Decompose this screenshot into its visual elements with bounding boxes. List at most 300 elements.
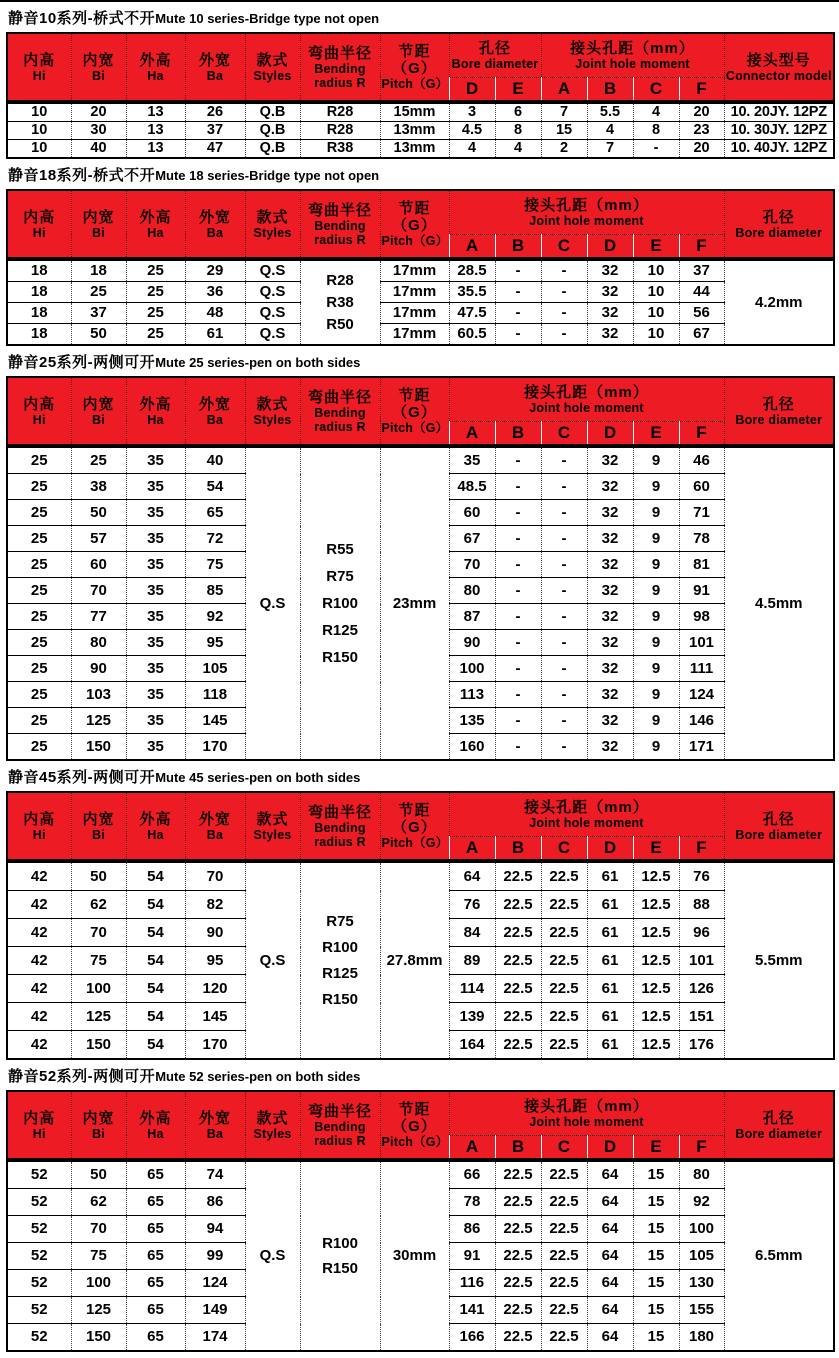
subcolumn-letter-f: F [679,77,724,102]
header-label-zh: 节距（G） [392,43,437,77]
cell-c: 22.5 [541,947,587,975]
cell-hi: 25 [7,552,71,578]
cell-hi: 52 [7,1243,71,1270]
cell-f: 91 [679,578,724,604]
subcolumn-letter-f: F [679,836,724,861]
cell-d: 64 [587,1189,633,1216]
cell-styles: Q.B [245,102,300,122]
cell-hi: 18 [7,324,71,346]
header-label-en: Bore diameter [735,225,823,240]
cell-ba: 99 [185,1243,245,1270]
cell-d: 61 [587,861,633,891]
cell-b: - [495,500,541,526]
cell-ha: 65 [126,1160,185,1189]
header-label-zh: 孔径 [762,395,795,413]
header-label-zh: 内宽 [82,208,115,226]
cell-d: 32 [587,282,633,303]
column-header-ha [126,33,185,102]
bending-radius-value: R75 [326,912,354,930]
cell-bi: 70 [71,1216,126,1243]
cell-ba: 170 [185,734,245,761]
subcolumn-letter-e: E [633,234,679,259]
spec-table [6,376,835,761]
cell-bi: 80 [71,630,126,656]
subcolumn-letter-e: E [633,421,679,446]
cell-c: - [541,552,587,578]
cell-f: 81 [679,552,724,578]
subcolumn-letter-b: B [495,836,541,861]
cell-ha: 35 [126,734,185,761]
subcolumn-letter-b: B [495,1135,541,1160]
cell-ba: 72 [185,526,245,552]
section-title-zh: 静音52系列-两侧可开 [8,1068,156,1085]
cell-bending-r [300,861,380,1059]
subcolumn-letter-b: B [495,421,541,446]
header-label-en: Ha [147,827,164,842]
spec-table [6,32,835,159]
header-label-zh: 外宽 [198,395,231,413]
cell-b: - [495,604,541,630]
cell-c: 22.5 [541,975,587,1003]
spec-table [6,189,835,346]
cell-ba: 145 [185,708,245,734]
cell-d: 32 [587,604,633,630]
cell-e: 9 [633,578,679,604]
cell-ba: 145 [185,1003,245,1031]
header-label-en: Styles [253,225,292,240]
cell-ha: 65 [126,1216,185,1243]
cell-bi: 100 [71,975,126,1003]
table-row [7,282,834,303]
cell-a: 86 [449,1216,495,1243]
cell-e: 10 [633,282,679,303]
cell-e: 15 [633,1189,679,1216]
cell-f: 78 [679,526,724,552]
column-header-styles [245,377,300,446]
series-section [6,761,834,1060]
cell-ba: 124 [185,1270,245,1297]
cell-c: - [541,259,587,282]
cell-connector-model: 10. 40JY. 12PZ [724,140,834,159]
cell-a: 87 [449,604,495,630]
subcolumn-letter-d: D [587,234,633,259]
cell-c: - [541,500,587,526]
cell-pitch: 27.8mm [380,861,449,1059]
cell-pitch: 17mm [380,324,449,346]
cell-e: 15 [633,1216,679,1243]
cell-ha: 65 [126,1324,185,1352]
cell-ba: 170 [185,1031,245,1060]
cell-bi: 125 [71,708,126,734]
cell-b: 22.5 [495,1160,541,1189]
cell-ba: 26 [185,102,245,122]
cell-e: 9 [633,604,679,630]
header-label-en: Hi [32,412,46,427]
cell-styles: Q.S [245,861,300,1059]
header-label-zh: 款式 [256,395,289,413]
column-header-hi [7,190,71,259]
cell-bi: 125 [71,1003,126,1031]
cell-e: 9 [633,552,679,578]
cell-e: 10 [633,259,679,282]
cell-ba: 90 [185,919,245,947]
cell-hi: 25 [7,630,71,656]
cell-ba: 92 [185,604,245,630]
header-label-en: Joint hole moment [575,56,690,71]
table-row [7,446,834,474]
cell-b: 22.5 [495,1297,541,1324]
cell-e: 12.5 [633,861,679,891]
cell-a: 28.5 [449,259,495,282]
cell-c: 22.5 [541,1189,587,1216]
header-label-en: Hi [32,68,46,83]
cell-bi: 30 [71,122,126,140]
cell-b: 22.5 [495,861,541,891]
cell-a: 141 [449,1297,495,1324]
subcolumn-letter-f: F [679,234,724,259]
header-label-en: Hi [32,225,46,240]
cell-b: 22.5 [495,1243,541,1270]
cell-f: 126 [679,975,724,1003]
cell-c: - [541,630,587,656]
cell-d: 32 [587,630,633,656]
cell-b: - [495,552,541,578]
cell-f: 71 [679,500,724,526]
cell-bi: 25 [71,446,126,474]
column-header-ba [185,377,245,446]
cell-f: 20 [679,102,724,122]
cell-b: 22.5 [495,1270,541,1297]
cell-b: - [495,630,541,656]
column-header-styles [245,792,300,861]
bending-radius-value: R150 [322,990,358,1008]
cell-ba: 82 [185,891,245,919]
header-label-en: Styles [253,68,292,83]
cell-d: 3 [449,102,495,122]
header-label-en: Joint hole moment [529,1114,644,1129]
column-header-styles [245,33,300,102]
header-label-zh: 接头型号 [746,51,811,69]
cell-f: 80 [679,1160,724,1189]
subcolumn-letter-d: D [587,836,633,861]
cell-a: 2 [541,140,587,159]
cell-d: 32 [587,526,633,552]
cell-c: - [541,708,587,734]
cell-a: 60 [449,500,495,526]
cell-bi: 20 [71,102,126,122]
cell-hi: 52 [7,1160,71,1189]
section-title-zh: 静音10系列-桥式不开 [8,10,156,27]
subcolumn-letter-e: E [633,836,679,861]
cell-hi: 25 [7,682,71,708]
column-header-pitch-g- [380,33,449,102]
cell-connector-model: 10. 30JY. 12PZ [724,122,834,140]
cell-d: 61 [587,891,633,919]
header-label-zh: 弯曲半径 [307,803,372,821]
cell-ha: 54 [126,891,185,919]
cell-b: 22.5 [495,1189,541,1216]
cell-d: 32 [587,578,633,604]
cell-bi: 150 [71,1324,126,1352]
cell-e: 15 [633,1270,679,1297]
column-header-bore-diameter [724,377,834,446]
header-label-en: Joint hole moment [529,213,644,228]
cell-c: 22.5 [541,891,587,919]
cell-pitch: 17mm [380,259,449,282]
section-title [6,2,834,32]
cell-d: 61 [587,1031,633,1060]
column-header-ba [185,33,245,102]
section-title-en: Mute 10 series-Bridge type not open [155,11,380,26]
header-label-en: Ba [206,68,224,83]
column-header-pitch-g- [380,1091,449,1160]
column-header-hi [7,377,71,446]
header-label-zh: 外高 [139,1109,172,1127]
cell-e: 9 [633,682,679,708]
cell-ha: 25 [126,282,185,303]
cell-b: - [495,282,541,303]
cell-pitch: 13mm [380,140,449,159]
spec-table [6,791,835,1060]
header-label-zh: 外高 [139,810,172,828]
cell-f: 76 [679,861,724,891]
cell-styles: Q.S [245,1160,300,1351]
subcolumn-letter-e: E [633,1135,679,1160]
cell-ba: 95 [185,947,245,975]
cell-ha: 13 [126,140,185,159]
header-label-en: Ha [147,225,164,240]
series-section [6,346,834,761]
cell-bi: 150 [71,1031,126,1060]
bending-radius-value: R50 [326,315,354,333]
header-label-zh: 外宽 [198,51,231,69]
header-label-en: Bending radius R [314,820,366,849]
cell-e: 9 [633,734,679,761]
cell-d: 32 [587,446,633,474]
cell-bi: 70 [71,919,126,947]
cell-hi: 42 [7,919,71,947]
cell-c: 22.5 [541,1216,587,1243]
cell-e: 15 [633,1324,679,1352]
subcolumn-letter-c: C [541,421,587,446]
cell-e: 12.5 [633,947,679,975]
cell-f: 124 [679,682,724,708]
table-row [7,122,834,140]
cell-e: 8 [495,122,541,140]
cell-bi: 50 [71,500,126,526]
table-row [7,259,834,282]
cell-a: 160 [449,734,495,761]
column-header-bi [71,792,126,861]
cell-c: 22.5 [541,919,587,947]
cell-bore-diameter: 4.5mm [724,446,834,760]
series-section [6,159,834,346]
cell-hi: 10 [7,140,71,159]
cell-a: 164 [449,1031,495,1060]
header-label-en: Bore diameter [735,412,823,427]
cell-bi: 90 [71,656,126,682]
cell-a: 90 [449,630,495,656]
cell-d: 32 [587,474,633,500]
cell-f: 20 [679,140,724,159]
cell-c: - [541,474,587,500]
cell-f: 96 [679,919,724,947]
bending-radius-value: R125 [322,964,358,982]
column-header-hi [7,792,71,861]
header-label-en: Pitch（G） [381,234,449,248]
group-header-joint-hole-moment [449,1091,724,1135]
header-label-zh: 内高 [23,51,56,69]
header-label-en: Joint hole moment [529,815,644,830]
bending-radius-value: R100 [322,938,358,956]
cell-hi: 25 [7,474,71,500]
header-label-zh: 节距（G） [392,200,437,234]
cell-ha: 25 [126,303,185,324]
cell-ha: 54 [126,947,185,975]
cell-ba: 86 [185,1189,245,1216]
cell-a: 15 [541,122,587,140]
header-label-en: Bending radius R [314,1119,366,1148]
header-label-en: Connector model [725,68,832,83]
section-title-zh: 静音18系列-桥式不开 [8,167,156,184]
header-label-zh: 内宽 [82,395,115,413]
table-row [7,102,834,122]
header-label-en: Styles [253,1126,292,1141]
header-label-en: Bi [92,225,105,240]
cell-f: 37 [679,259,724,282]
cell-ha: 35 [126,552,185,578]
cell-hi: 42 [7,1031,71,1060]
cell-e: 15 [633,1160,679,1189]
section-title-en: Mute 18 series-Bridge type not open [155,168,380,183]
cell-b: 7 [587,140,633,159]
cell-hi: 52 [7,1216,71,1243]
cell-d: 32 [587,500,633,526]
header-label-en: Ba [206,1126,224,1141]
cell-hi: 42 [7,947,71,975]
cell-pitch: 30mm [380,1160,449,1351]
bending-radius-value: R38 [326,293,354,311]
cell-b: - [495,303,541,324]
cell-f: 176 [679,1031,724,1060]
table-row [7,140,834,159]
header-label-zh: 接头孔距（mm） [524,1097,649,1115]
cell-styles: Q.S [245,259,300,282]
header-label-en: Bi [92,827,105,842]
cell-bending-r: R38 [300,140,380,159]
cell-d: 32 [587,682,633,708]
cell-e: 9 [633,500,679,526]
cell-ba: 70 [185,861,245,891]
cell-f: 60 [679,474,724,500]
cell-a: 91 [449,1243,495,1270]
cell-hi: 52 [7,1270,71,1297]
cell-b: - [495,446,541,474]
cell-ha: 54 [126,1003,185,1031]
cell-bi: 25 [71,282,126,303]
cell-bi: 38 [71,474,126,500]
cell-bi: 37 [71,303,126,324]
header-label-zh: 款式 [256,1109,289,1127]
cell-d: 61 [587,947,633,975]
cell-ba: 36 [185,282,245,303]
cell-c: 22.5 [541,1003,587,1031]
cell-ha: 54 [126,975,185,1003]
cell-e: 12.5 [633,1031,679,1060]
cell-a: 76 [449,891,495,919]
header-label-en: Bending radius R [314,61,366,90]
cell-b: 22.5 [495,1003,541,1031]
cell-e: 15 [633,1243,679,1270]
cell-bi: 125 [71,1297,126,1324]
cell-bending-r: R28 [300,122,380,140]
header-label-en: Joint hole moment [529,400,644,415]
cell-pitch: 23mm [380,446,449,760]
cell-ha: 35 [126,656,185,682]
column-header-bending-radius-r [300,792,380,861]
cell-c: 22.5 [541,1160,587,1189]
cell-c: 4 [633,102,679,122]
cell-d: 4 [449,140,495,159]
cell-e: 12.5 [633,891,679,919]
cell-hi: 25 [7,734,71,761]
table-row [7,1160,834,1189]
cell-f: 44 [679,282,724,303]
cell-ha: 54 [126,861,185,891]
cell-hi: 25 [7,500,71,526]
subcolumn-letter-d: D [449,77,495,102]
cell-b: 22.5 [495,919,541,947]
cell-c: - [541,446,587,474]
cell-c: - [541,303,587,324]
cell-d: 64 [587,1324,633,1352]
section-title [6,761,834,791]
header-label-en: Ba [206,412,224,427]
bending-radius-value: R75 [326,568,354,585]
cell-ba: 75 [185,552,245,578]
cell-ba: 37 [185,122,245,140]
cell-ba: 61 [185,324,245,346]
cell-d: 32 [587,734,633,761]
cell-c: - [541,656,587,682]
column-header-connector-model [724,33,834,102]
cell-hi: 42 [7,975,71,1003]
header-label-en: Hi [32,1126,46,1141]
cell-ba: 94 [185,1216,245,1243]
subcolumn-letter-f: F [679,1135,724,1160]
cell-d: 64 [587,1160,633,1189]
cell-b: 22.5 [495,947,541,975]
group-header-joint-hole-moment [541,33,724,77]
cell-b: - [495,708,541,734]
header-label-zh: 内高 [23,208,56,226]
header-label-zh: 内宽 [82,810,115,828]
header-label-en: Bore diameter [735,1126,823,1141]
cell-hi: 42 [7,1003,71,1031]
subcolumn-letter-a: A [541,77,587,102]
cell-hi: 10 [7,102,71,122]
cell-bending-r [300,1160,380,1351]
cell-d: 61 [587,919,633,947]
cell-styles: Q.B [245,122,300,140]
cell-pitch: 13mm [380,122,449,140]
bending-radius-value: R100 [322,1235,358,1252]
cell-d: 61 [587,1003,633,1031]
header-label-en: Styles [253,412,292,427]
header-label-zh: 外高 [139,208,172,226]
cell-ba: 85 [185,578,245,604]
cell-d: 32 [587,552,633,578]
